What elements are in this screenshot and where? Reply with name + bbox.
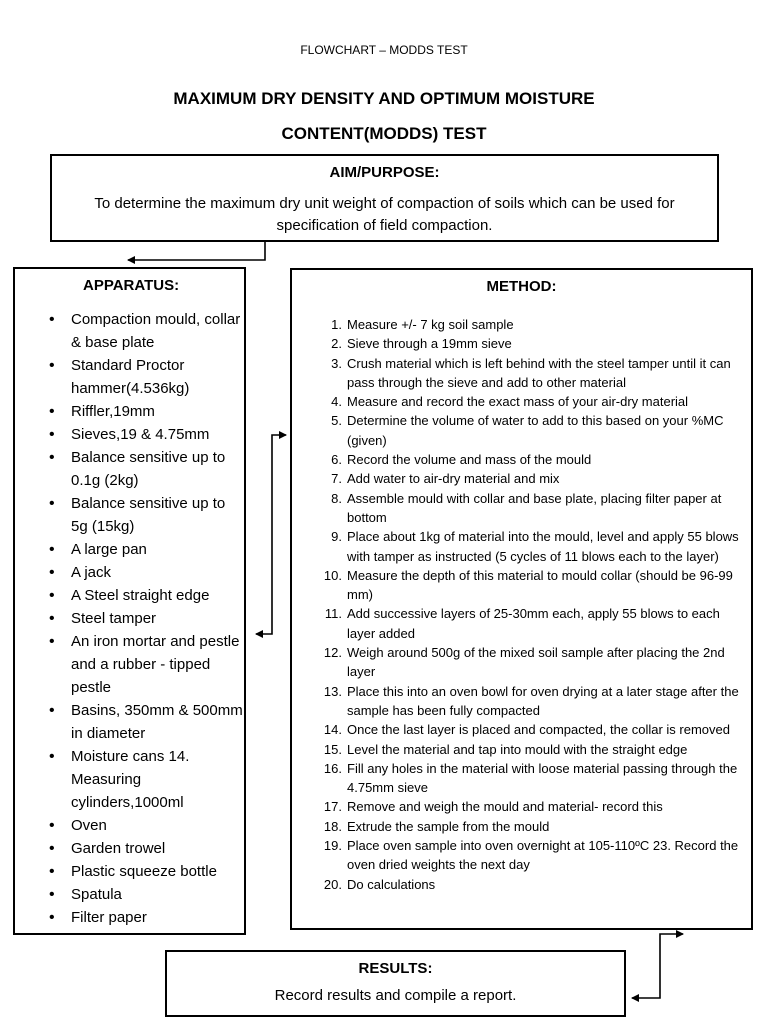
page-title-line-1: MAXIMUM DRY DENSITY AND OPTIMUM MOISTURE (173, 89, 595, 108)
method-step-text: Do calculations (347, 876, 436, 892)
method-step-number: 2. (331, 336, 342, 352)
apparatus-item: • A jack (71, 561, 244, 584)
results-heading: RESULTS: (358, 960, 433, 977)
apparatus-item: • Compaction mould, collar & base plate (71, 308, 244, 354)
method-step-text: Place about 1kg of material into the mould, level and apply 55 blows with tamper as instructed (5 cycles of 11 blows each to the layer) (347, 529, 739, 564)
method-step-text: Remove and weigh the mould and material- record this (347, 799, 663, 815)
method-step-text: Extrude the sample from the mould (347, 818, 550, 834)
method-step-number: 19. (323, 838, 342, 854)
method-step-text: Record the volume and mass of the mould (347, 452, 592, 468)
method-step-number: 12. (323, 645, 342, 661)
connector-aim-to-apparatus (128, 242, 265, 260)
method-step-text: Place oven sample into oven overnight at 105-110ºC 23. Record the oven dried weights the next day (347, 838, 739, 873)
method-step-number: 17. (323, 799, 342, 815)
method-step-text: Weigh around 500g of the mixed soil sample after placing the 2nd layer (347, 645, 725, 680)
apparatus-item: • Sieves,19 & 4.75mm (71, 423, 244, 446)
page-title-line-2: CONTENT(MODDS) TEST (281, 124, 487, 143)
method-step-number: 5. (331, 413, 342, 429)
apparatus-item: • Standard Proctor hammer(4.536kg) (71, 354, 244, 400)
method-step-text: Sieve through a 19mm sieve (347, 336, 512, 352)
method-step-text: Measure and record the exact mass of your air-dry material (347, 394, 689, 410)
apparatus-item: • Filter paper (71, 906, 244, 929)
method-step-number: 11. (324, 606, 342, 622)
method-step-text: Measure +/- 7 kg soil sample (347, 317, 514, 332)
apparatus-item: • Riffler,19mm (71, 400, 244, 423)
method-step-text: Add water to air-dry material and mix (347, 471, 560, 487)
aim-text: To determine the maximum dry unit weight of compaction of soils which can be used for specification of field compaction. (94, 195, 675, 234)
method-step-text: Place this into an oven bowl for oven drying at a later stage after the sample has been fully compacted (347, 683, 739, 718)
apparatus-item: • Balance sensitive up to 5g (15kg) (71, 492, 244, 538)
apparatus-item: • A Steel straight edge (71, 584, 244, 607)
method-step-text: Level the material and tap into mould with the straight edge (347, 741, 688, 757)
results-text: Record results and compile a report. (274, 987, 517, 1004)
connector-method-results (632, 934, 683, 998)
aim-heading: AIM/PURPOSE: (329, 164, 440, 181)
apparatus-item: • Basins, 350mm & 500mm in diameter (71, 699, 244, 745)
method-heading: METHOD: (486, 278, 557, 295)
method-step-text: Assemble mould with collar and base plate, placing filter paper at bottom (347, 490, 722, 525)
apparatus-item: • Garden trowel (71, 837, 244, 860)
method-step-number: 20. (323, 876, 342, 892)
method-step-number: 14. (323, 722, 342, 738)
method-step-number: 8. (331, 490, 342, 506)
apparatus-item: • An iron mortar and pestle and a rubber - tipped pestle (71, 630, 244, 699)
method-step-text: Crush material which is left behind with the steel tamper until it can pass through the sieve and add to other material (347, 355, 731, 390)
apparatus-item: • Plastic squeeze bottle (71, 860, 244, 883)
method-step-number: 6. (331, 452, 342, 468)
method-step-text: Fill any holes in the material with loose material passing through the 4.75mm sieve (347, 760, 738, 796)
method-step-number: 4. (331, 394, 342, 410)
method-step-text: Once the last layer is placed and compacted, the collar is removed (347, 722, 730, 738)
method-step-number: 10. (323, 567, 342, 583)
method-step-number: 15. (323, 741, 342, 757)
apparatus-item: • Moisture cans 14. Measuring cylinders,1000ml (71, 745, 244, 814)
connector-apparatus-method (256, 435, 286, 634)
apparatus-item: • Balance sensitive up to 0.1g (2kg) (71, 446, 244, 492)
method-step-number: 9. (331, 529, 342, 545)
method-step-number: 3. (331, 355, 342, 371)
method-step-number: 18. (323, 818, 342, 834)
method-step-number: 1. (331, 317, 342, 332)
apparatus-item: • A large pan (71, 538, 244, 561)
apparatus-item: • Steel tamper (71, 607, 244, 630)
apparatus-item: • Spatula (71, 883, 244, 906)
method-step-number: 7. (331, 471, 342, 487)
method-step-text: Measure the depth of this material to mould collar (should be 96-99 mm) (347, 567, 733, 603)
document-header-label: FLOWCHART – MODDS TEST (300, 43, 468, 57)
method-step-number: 16. (323, 760, 342, 776)
apparatus-item: • Oven (71, 814, 244, 837)
apparatus-heading: APPARATUS: (83, 277, 180, 294)
method-step-text: Add successive layers of 25-30mm each, apply 55 blows to each layer added (347, 606, 720, 641)
method-step-text: Determine the volume of water to add to this based on your %MC (given) (347, 413, 724, 448)
method-step-number: 13. (323, 683, 342, 699)
